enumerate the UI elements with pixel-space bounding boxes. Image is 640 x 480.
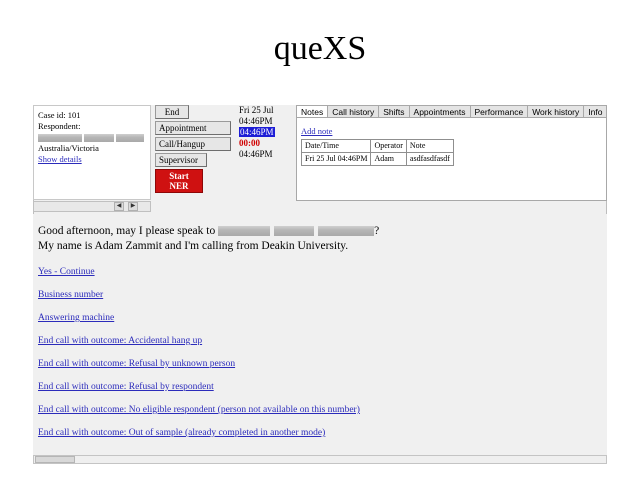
case-id-line (38, 110, 146, 121)
case-info-scrollbar[interactable] (33, 201, 151, 212)
page-title: queXS (273, 30, 367, 67)
tab-shifts[interactable]: Shifts (378, 105, 409, 118)
call-hangup-button[interactable]: Call/Hangup (155, 137, 231, 151)
status-timer: 00:00 (239, 138, 260, 148)
start-ner-button[interactable]: Start NER (155, 169, 203, 193)
action-button-column (155, 105, 233, 195)
cell-operator: Adam (371, 153, 406, 166)
script-options-list (38, 267, 607, 438)
status-highlight-time: 04:46PM (240, 127, 274, 137)
case-id-label: Case id: (38, 110, 66, 120)
tab-notes[interactable]: Notes (296, 105, 328, 118)
notes-table-header-row (302, 140, 454, 153)
tab-work-history[interactable]: Work history (527, 105, 584, 118)
top-panel (33, 105, 607, 213)
notes-table (301, 139, 454, 166)
tab-call-history[interactable]: Call history (327, 105, 379, 118)
tab-performance[interactable]: Performance (470, 105, 529, 118)
status-time-bottom: 04:46PM (239, 149, 273, 159)
redacted-bar-first (38, 134, 82, 142)
option-no-eligible-respondent[interactable]: End call with outcome: No eligible respondent (person not available on this number) (38, 405, 360, 415)
end-button[interactable]: End (155, 105, 189, 119)
scroll-left-arrow[interactable]: ◀ (114, 202, 124, 211)
show-details-link[interactable]: Show details (38, 154, 82, 165)
cell-datetime: Fri 25 Jul 04:46PM (302, 153, 371, 166)
redacted-bar-second (84, 134, 114, 142)
option-refusal-unknown-person[interactable]: End call with outcome: Refusal by unknown person (38, 359, 236, 369)
tab-appointments[interactable]: Appointments (409, 105, 471, 118)
case-id-value: 101 (67, 110, 81, 120)
column-operator: Operator (371, 140, 406, 153)
add-note-link[interactable]: Add note (301, 126, 333, 136)
script-line-1 (38, 224, 607, 239)
supervisor-button[interactable]: Supervisor (155, 153, 207, 167)
script-redacted-second (274, 226, 314, 236)
table-row (302, 153, 454, 166)
horizontal-scrollbar[interactable] (33, 455, 607, 464)
option-yes-continue[interactable]: Yes - Continue (38, 267, 95, 277)
respondent-redacted (38, 132, 146, 143)
tab-panel (296, 105, 607, 213)
script-line-2: My name is Adam Zammit and I'm calling from Deakin University. (38, 240, 349, 252)
case-info-box (33, 105, 151, 200)
script-redacted-first (218, 226, 270, 236)
column-datetime: Date/Time (302, 140, 371, 153)
scrollbar-thumb[interactable] (35, 456, 75, 463)
option-refusal-respondent[interactable]: End call with outcome: Refusal by respondent (38, 382, 214, 392)
option-accidental-hangup[interactable]: End call with outcome: Accidental hang up (38, 336, 203, 346)
column-note: Note (406, 140, 453, 153)
script-line-1-prefix: Good afternoon, may I please speak to (38, 225, 219, 237)
respondent-label: Respondent: (38, 121, 81, 131)
tab-info[interactable]: Info (583, 105, 607, 118)
option-business-number[interactable]: Business number (38, 290, 104, 300)
option-out-of-sample[interactable]: End call with outcome: Out of sample (already completed in another mode) (38, 428, 326, 438)
script-line-1-suffix: ? (374, 225, 380, 237)
appointment-button[interactable]: Appointment (155, 121, 231, 135)
option-answering-machine[interactable]: Answering machine (38, 313, 115, 323)
location-value: Australia/Victoria (38, 143, 99, 154)
status-date: Fri 25 Jul (239, 105, 274, 115)
notes-tab-content (296, 117, 607, 201)
script-redacted-third (318, 226, 374, 236)
cell-note: asdfasdfasdf (406, 153, 453, 166)
redacted-bar-third (116, 134, 144, 142)
script-area (33, 214, 607, 463)
scroll-right-arrow[interactable]: ▶ (128, 202, 138, 211)
status-time: 04:46PM (239, 116, 273, 126)
status-time-column (239, 105, 291, 160)
